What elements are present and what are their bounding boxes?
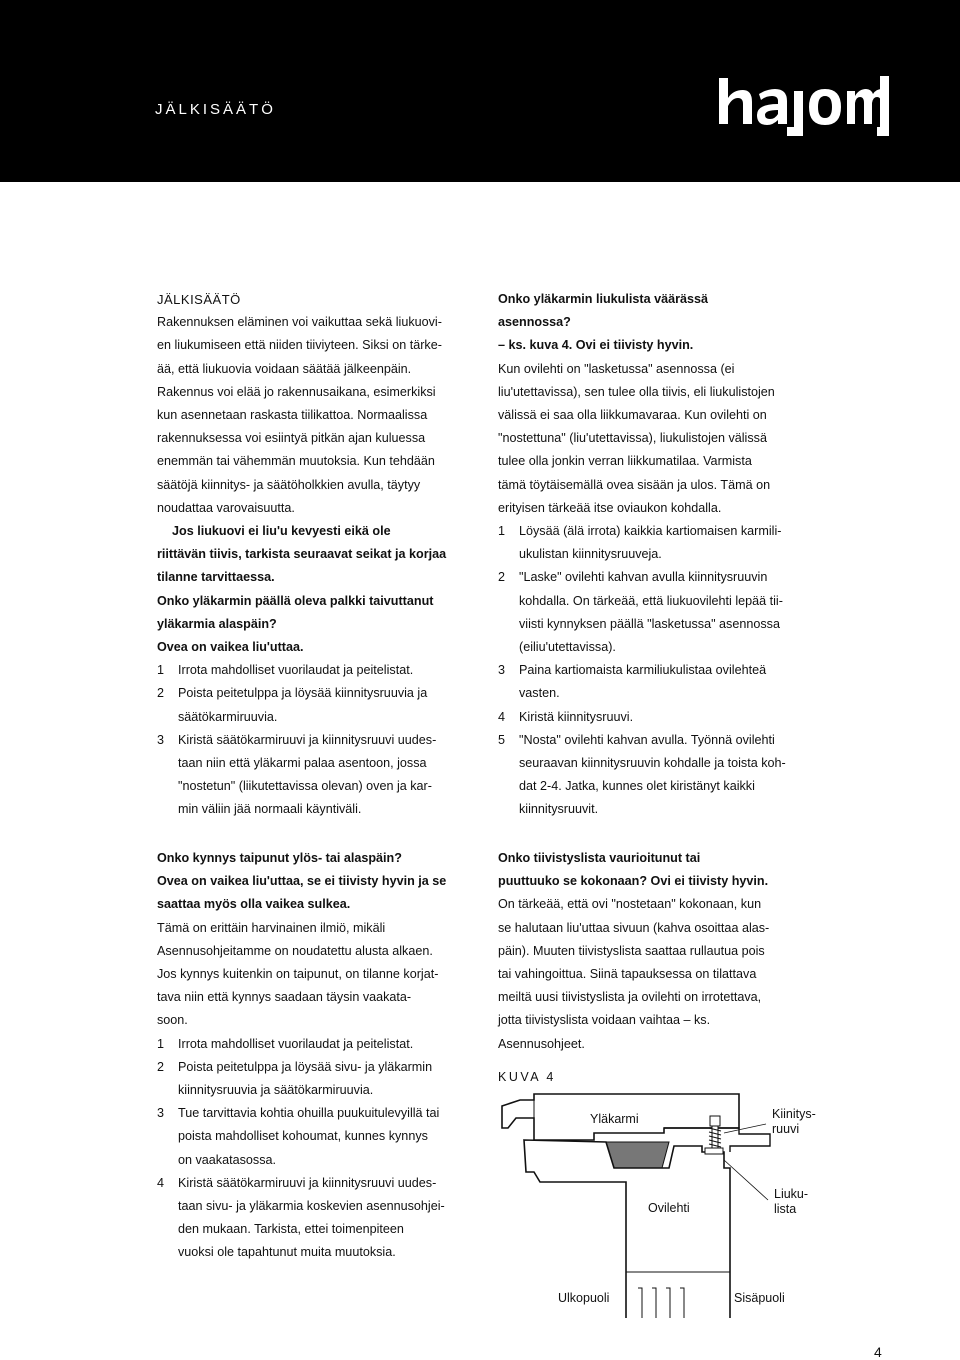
- intro-line: en liukumiseen että niiden tiiviyteen. Siksi on tärke-: [157, 338, 442, 353]
- intro-line: noudattaa varovaisuutta.: [157, 500, 295, 515]
- list-number: 4: [498, 709, 506, 724]
- intro-line: ää, että liukuovia voidaan säätää jälkeenpäin.: [157, 361, 412, 376]
- list-text: Tue tarvittavia kohtia ohuilla puukuitulevyillä tai: [178, 1106, 440, 1121]
- label-kiinnitysruuvi-1: Kiinitys-: [772, 1107, 816, 1121]
- list-text: Löysää (älä irrota) kaikkia kartiomaisen karmili-: [519, 524, 782, 539]
- label-kiinnitysruuvi-2: ruuvi: [772, 1122, 800, 1136]
- body-line: päin). Muuten tiivistyslista saattaa rullautua pois: [498, 943, 765, 958]
- door-profile-diagram: [494, 1088, 834, 1318]
- list-text: Paina kartiomaista karmiliukulistaa ovilehteä: [519, 663, 767, 678]
- bold-intro-line: riittävän tiivis, tarkista seuraavat seikat ja korjaa: [157, 547, 447, 562]
- intro-line: enemmän tai vähemmän muutoksia. Kun tehdään: [157, 454, 435, 469]
- body-line: soon.: [157, 1013, 188, 1028]
- body-line: meiltä uusi tiivistyslista ja ovilehti on irrotettava,: [498, 990, 762, 1005]
- body-line: Kun ovilehti on "lasketussa" asennossa (ei: [498, 361, 735, 376]
- list-number: 3: [157, 1106, 165, 1121]
- list-number: 1: [157, 1036, 165, 1051]
- list-number: 1: [498, 524, 506, 539]
- list-text: viisti kynnyksen päällä "lasketussa" asennossa: [519, 616, 780, 631]
- list-number: 1: [157, 663, 165, 678]
- list-item: [157, 1172, 487, 1265]
- list-number: 2: [498, 570, 506, 585]
- list-text: kiinnitysruuvia ja säätökarmiruuvia.: [178, 1083, 374, 1098]
- intro-line: Rakennus voi elää jo rakennusaikana, esimerkiksi: [157, 384, 436, 399]
- list-text: Kiristä kiinnitysruuvi.: [519, 709, 634, 724]
- list-item: [157, 659, 487, 682]
- answer-line: – ks. kuva 4. Ovi ei tiivisty hyvin.: [498, 338, 694, 353]
- list-text: Poista peitetulppa ja löysää kiinnitysruuvia ja: [178, 686, 428, 701]
- intro-line: säätöjä kiinnitys- ja säätöholkkien avulla, täytyy: [157, 477, 421, 492]
- body-line: tämä töytäisemällä ovea sisään ja ulos. Tämä on: [498, 477, 771, 492]
- question-line: asennossa?: [498, 315, 571, 330]
- list-text: Irrota mahdolliset vuorilaudat ja peitelistat.: [178, 663, 414, 678]
- section-title: JÄLKISÄÄTÖ: [157, 292, 241, 307]
- list-text: vuoksi ole tapahtunut muita muutoksia.: [178, 1245, 396, 1260]
- list-text: taan sivu- ja yläkarmia koskevien asennusohjei-: [178, 1199, 445, 1214]
- label-sisapuoli: Sisäpuoli: [734, 1291, 785, 1305]
- list-text: seuraavan kiinnitysruuvin kohdalle ja toista koh-: [519, 756, 786, 771]
- list-number: 2: [157, 1059, 165, 1074]
- body-line: jotta tiivistyslista voidaan vaihtaa – ks.: [498, 1013, 711, 1028]
- list-text: taan niin että yläkarmi palaa asentoon, jossa: [178, 756, 427, 771]
- list-text: (eiliu'utettavissa).: [519, 640, 616, 655]
- body-line: On tärkeää, että ovi "nostetaan" kokonaan, kun: [498, 897, 762, 912]
- bold-intro-line: tilanne tarvittaessa.: [157, 570, 275, 585]
- list-item: [498, 520, 833, 566]
- bold-intro-line: Jos liukuovi ei liu'u kevyesti eikä ole: [172, 524, 391, 539]
- list-item: [498, 659, 833, 705]
- list-item: [157, 1056, 487, 1102]
- list-item: [157, 729, 487, 822]
- list-number: 4: [157, 1175, 165, 1190]
- list-item: [157, 1102, 487, 1172]
- list-item: [157, 682, 487, 728]
- list-item: [498, 729, 833, 822]
- answer-line: Ovea on vaikea liu'uttaa, se ei tiivisty hyvin ja se: [157, 874, 447, 889]
- list-text: "nostetun" (liikutettavissa olevan) oven ja kar-: [178, 779, 432, 794]
- body-line: tava niin että kynnys saadaan täysin vaakata-: [157, 990, 412, 1005]
- label-liukulista-1: Liuku-: [774, 1187, 809, 1201]
- list-text: poista mahdolliset kohoumat, kunnes kynnys: [178, 1129, 428, 1144]
- list-text: kohdalla. On tärkeää, että liukuovilehti lepää tii-: [519, 593, 783, 608]
- body-line: tai vahingoittua. Siinä tapauksessa on tilattava: [498, 967, 757, 982]
- list-text: Kiristä säätökarmiruuvi ja kiinnitysruuvi uudes-: [178, 732, 437, 747]
- answer-line: Ovea on vaikea liu'uttaa.: [157, 640, 304, 655]
- list-text: Irrota mahdolliset vuorilaudat ja peitelistat.: [178, 1036, 414, 1051]
- list-text: kiinnitysruuvit.: [519, 802, 599, 817]
- list-text: dat 2-4. Jatka, kunnes olet kiristänyt kaikki: [519, 779, 755, 794]
- figure-caption: KUVA 4: [498, 1070, 556, 1084]
- page-number: 4: [874, 1344, 882, 1360]
- list-text: "Nosta" ovilehti kahvan avulla. Työnnä ovilehti: [519, 732, 775, 747]
- question-line: yläkarmia alaspäin?: [157, 616, 277, 631]
- left-bottom-column: [157, 847, 487, 1265]
- list-number: 3: [498, 663, 506, 678]
- body-line: Jos kynnys kuitenkin on taipunut, on tilanne korjat-: [157, 967, 439, 982]
- list-item: [498, 706, 833, 729]
- right-bottom-column: [498, 847, 833, 1056]
- list-text: säätökarmiruuvia.: [178, 709, 278, 724]
- body-line: se halutaan liu'uttaa sivuun (kahva osoittaa alas-: [498, 920, 770, 935]
- body-line: Tämä on erittäin harvinainen ilmiö, mikäli: [157, 920, 386, 935]
- label-liukulista-2: lista: [774, 1202, 797, 1216]
- intro-line: rakennuksessa voi esiintyä pitkän ajan kuluessa: [157, 431, 426, 446]
- label-ylakarmi: Yläkarmi: [590, 1112, 639, 1126]
- label-ulkopuoli: Ulkopuoli: [558, 1291, 610, 1305]
- answer-line: saattaa myös olla vaikea sulkea.: [157, 897, 351, 912]
- label-ovilehti: Ovilehti: [648, 1201, 690, 1215]
- list-number: 3: [157, 732, 165, 747]
- list-text: on vaakatasossa.: [178, 1152, 277, 1167]
- intro-line: Rakennuksen eläminen voi vaikuttaa sekä liukuovi-: [157, 315, 442, 330]
- question-line: puuttuuko se kokonaan? Ovi ei tiivisty hyvin.: [498, 874, 769, 889]
- question-line: Onko kynnys taipunut ylös- tai alaspäin?: [157, 851, 402, 865]
- body-line: Asennusohjeet.: [498, 1036, 585, 1051]
- body-line: välissä ei saa olla liikkumavaraa. Kun ovilehti on: [498, 408, 767, 423]
- body-line: "nostettuna" (liu'utettavissa), liukulistojen välissä: [498, 431, 767, 446]
- list-item: [498, 566, 833, 659]
- list-number: 2: [157, 686, 165, 701]
- body-line: tulee olla jonkin verran liikkumatilaa. Varmista: [498, 454, 752, 469]
- list-text: ukulistan kiinnitysruuveja.: [519, 547, 662, 562]
- right-top-column: [498, 288, 833, 822]
- question-line: Onko yläkarmin päällä oleva palkki taivuttanut: [157, 593, 434, 608]
- list-text: "Laske" ovilehti kahvan avulla kiinnitysruuvin: [519, 570, 768, 585]
- list-text: Poista peitetulppa ja löysää sivu- ja yläkarmin: [178, 1059, 433, 1074]
- list-text: min väliin jää normaali käyntiväli.: [178, 802, 362, 817]
- question-line: Onko yläkarmin liukulista väärässä: [498, 292, 709, 306]
- list-number: 5: [498, 732, 506, 747]
- left-top-column: [157, 288, 487, 822]
- list-text: Kiristä säätökarmiruuvi ja kiinnitysruuvi uudes-: [178, 1175, 437, 1190]
- question-line: Onko tiivistyslista vaurioitunut tai: [498, 851, 701, 865]
- body-line: liu'utettavissa), sen tulee olla tiivis, eli liukulistojen: [498, 384, 775, 399]
- intro-line: kun asennetaan raskasta tiilikattoa. Normaalissa: [157, 408, 428, 423]
- page-header: [0, 0, 960, 182]
- list-text: den mukaan. Tarkista, ettei toimenpiteen: [178, 1222, 404, 1237]
- hajom-logo: [717, 74, 889, 136]
- body-line: erityisen tärkeää itse oviaukon kohdalla.: [498, 500, 722, 515]
- body-line: Asennusohjeitamme on noudatettu alusta alkaen.: [157, 943, 433, 958]
- list-item: [157, 1033, 487, 1056]
- header-title: JÄLKISÄÄTÖ: [155, 101, 276, 118]
- list-text: vasten.: [519, 686, 560, 701]
